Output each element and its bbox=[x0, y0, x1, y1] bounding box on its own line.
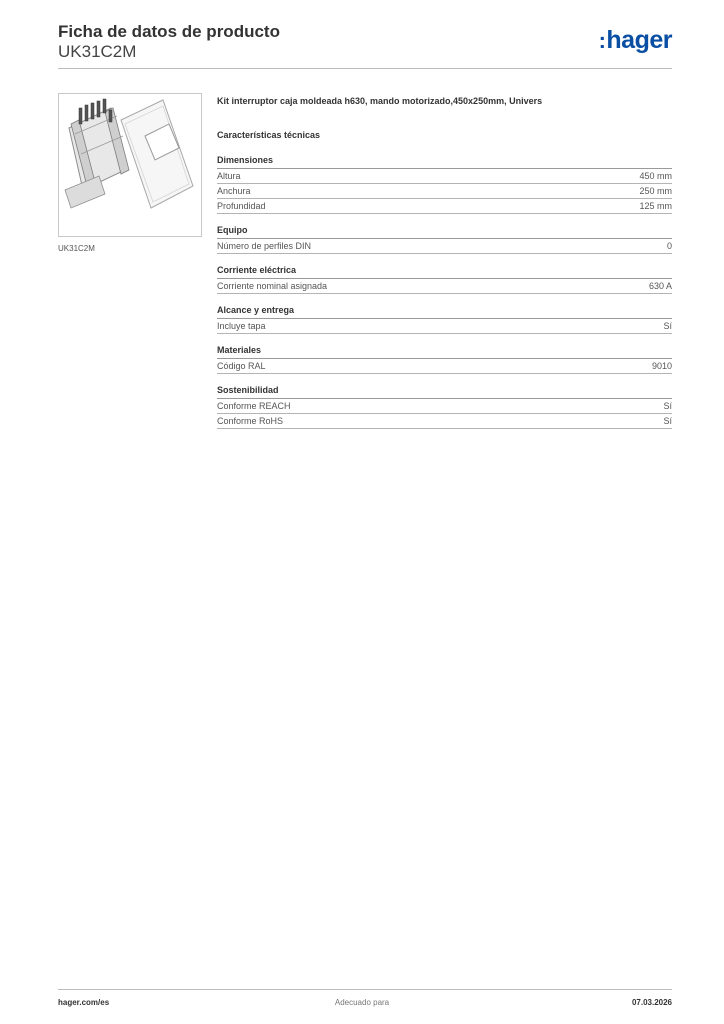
spec-group-scope-of-delivery bbox=[217, 304, 672, 334]
product-details bbox=[217, 96, 672, 429]
spec-row bbox=[217, 319, 672, 334]
spec-label: Altura bbox=[217, 171, 241, 181]
spec-label: Anchura bbox=[217, 186, 251, 196]
footer-divider bbox=[58, 989, 672, 990]
product-image bbox=[58, 93, 202, 237]
group-title: Corriente eléctrica bbox=[217, 264, 672, 279]
spec-label: Número de perfiles DIN bbox=[217, 241, 312, 251]
spec-group-sustainability bbox=[217, 384, 672, 429]
spec-label: Profundidad bbox=[217, 201, 266, 211]
spec-value: Sí bbox=[663, 321, 672, 331]
spec-row bbox=[217, 184, 672, 199]
spec-row bbox=[217, 414, 672, 429]
group-title: Sostenibilidad bbox=[217, 384, 672, 399]
footer-suitable-for: Adecuado para bbox=[334, 998, 390, 1007]
header-divider bbox=[58, 68, 672, 69]
product-code: UK31C2M bbox=[58, 42, 137, 61]
spec-label: Conforme RoHS bbox=[217, 416, 284, 426]
footer-website: hager.com/es bbox=[58, 998, 110, 1007]
group-title: Equipo bbox=[217, 224, 672, 239]
hager-logo: :hager bbox=[598, 26, 672, 54]
spec-value: Sí bbox=[663, 416, 672, 426]
image-caption: UK31C2M bbox=[58, 244, 95, 253]
spec-value: 630 A bbox=[648, 281, 672, 291]
group-title: Materiales bbox=[217, 344, 672, 359]
page-header bbox=[58, 20, 672, 70]
spec-value: 9010 bbox=[651, 361, 672, 371]
spec-value: 125 mm bbox=[639, 201, 672, 211]
spec-group-dimensions bbox=[217, 154, 672, 214]
spec-row bbox=[217, 169, 672, 184]
spec-row bbox=[217, 359, 672, 374]
spec-row bbox=[217, 239, 672, 254]
logo-text: hager bbox=[606, 26, 672, 54]
enclosure-kit-illustration bbox=[59, 94, 201, 236]
spec-value: Sí bbox=[663, 401, 672, 411]
spec-row bbox=[217, 399, 672, 414]
group-title: Alcance y entrega bbox=[217, 304, 672, 319]
footer-date: 07.03.2026 bbox=[631, 998, 672, 1007]
technical-characteristics-heading: Características técnicas bbox=[217, 130, 321, 140]
spec-row bbox=[217, 199, 672, 214]
group-title: Dimensiones bbox=[217, 154, 672, 169]
spec-group-equipment bbox=[217, 224, 672, 254]
spec-label: Código RAL bbox=[217, 361, 266, 371]
spec-value: 450 mm bbox=[639, 171, 672, 181]
page-title: Ficha de datos de producto bbox=[58, 22, 280, 41]
spec-label: Conforme REACH bbox=[217, 401, 291, 411]
spec-value: 0 bbox=[666, 241, 672, 251]
spec-label: Corriente nominal asignada bbox=[217, 281, 328, 291]
spec-label: Incluye tapa bbox=[217, 321, 266, 331]
spec-group-materials bbox=[217, 344, 672, 374]
product-description: Kit interruptor caja moldeada h630, mando motorizado,450x250mm, Univers bbox=[217, 96, 543, 106]
spec-row bbox=[217, 279, 672, 294]
spec-value: 250 mm bbox=[639, 186, 672, 196]
spec-group-electric-current bbox=[217, 264, 672, 294]
